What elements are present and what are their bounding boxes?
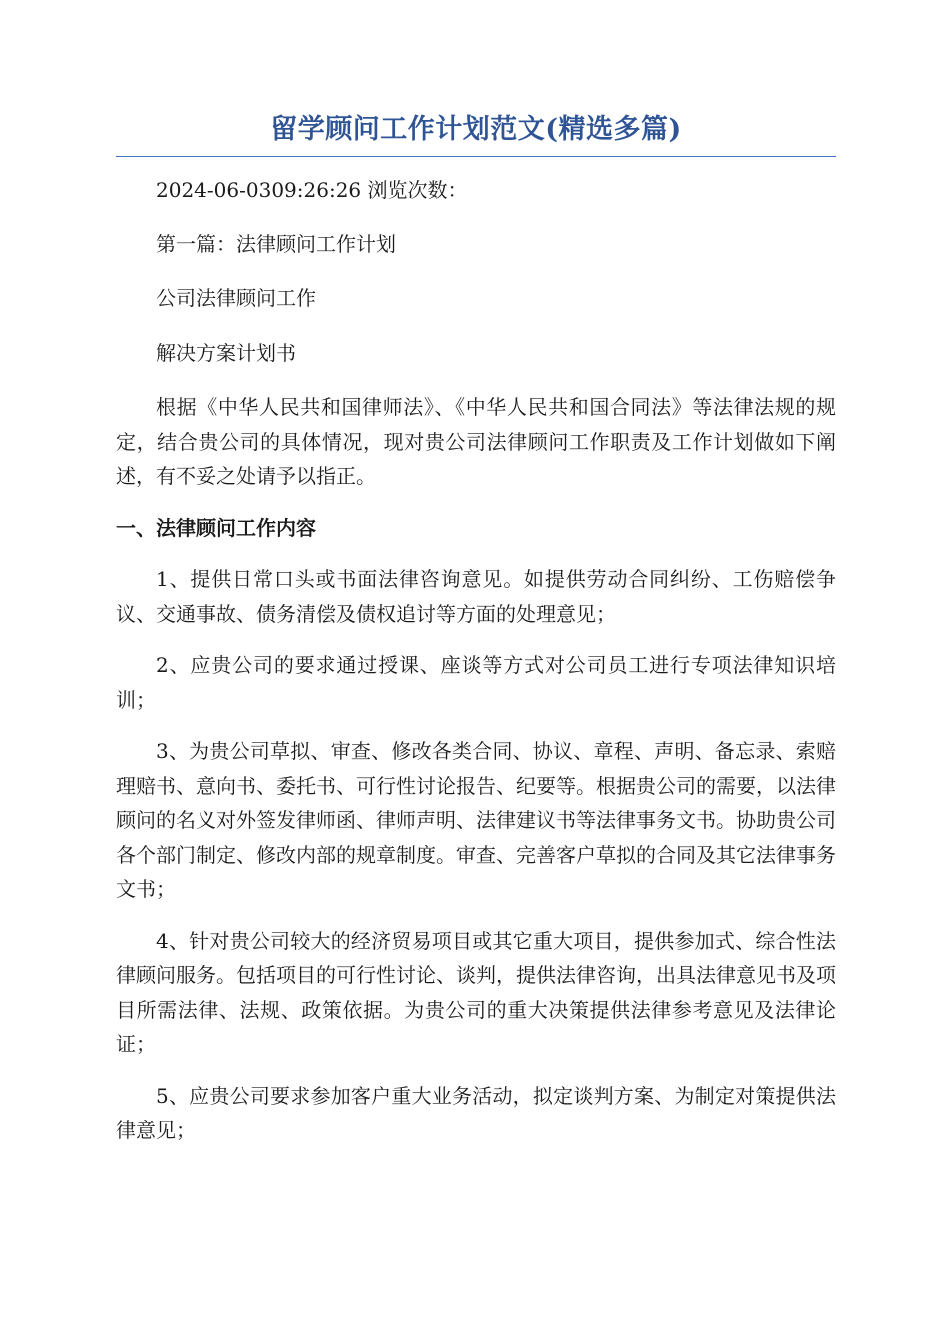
chapter-title: 第一篇：法律顾问工作计划 xyxy=(156,231,396,256)
title-underline xyxy=(116,156,836,157)
document-title: 留学顾问工作计划范文(精选多篇) xyxy=(270,114,682,145)
list-item: 1、提供日常口头或书面法律咨询意见。如提供劳动合同纠纷、工伤赔偿争议、交通事故、债务清偿及债权追讨等方面的处理意见； xyxy=(116,567,836,626)
subtitle-line-1: 公司法律顾问工作 xyxy=(156,286,316,310)
publish-meta: 2024-06-0309:26:26 浏览次数： xyxy=(156,178,468,202)
document-page xyxy=(116,110,836,1165)
intro-paragraph: 根据《中华人民共和国律师法》、《中华人民共和国合同法》等法律法规的规定，结合贵公司的具体情况，现对贵公司法律顾问工作职责及工作计划做如下阐述，有不妥之处请予以指正。 xyxy=(116,395,836,488)
list-item: 2、应贵公司的要求通过授课、座谈等方式对公司员工进行专项法律知识培训； xyxy=(116,653,836,712)
section-heading: 一、法律顾问工作内容 xyxy=(116,515,316,540)
list-item: 3、为贵公司草拟、审查、修改各类合同、协议、章程、声明、备忘录、索赔理赔书、意向书、委托书、可行性讨论报告、纪要等。根据贵公司的需要，以法律顾问的名义对外签发律师函、律师声明、法律建议书等法律事务文书。协助贵公司各个部门制定、修改内部的规章制度。审查、完善客户草拟的合同及其它法律事务文书； xyxy=(116,739,836,901)
list-item: 4、针对贵公司较大的经济贸易项目或其它重大项目，提供参加式、综合性法律顾问服务。包括项目的可行性讨论、谈判，提供法律咨询，出具法律意见书及项目所需法律、法规、政策依据。为贵公司的重大决策提供法律参考意见及法律论证； xyxy=(116,928,836,1056)
subtitle-line-2: 解决方案计划书 xyxy=(156,340,296,365)
list-item: 5、应贵公司要求参加客户重大业务活动，拟定谈判方案、为制定对策提供法律意见； xyxy=(116,1083,836,1142)
